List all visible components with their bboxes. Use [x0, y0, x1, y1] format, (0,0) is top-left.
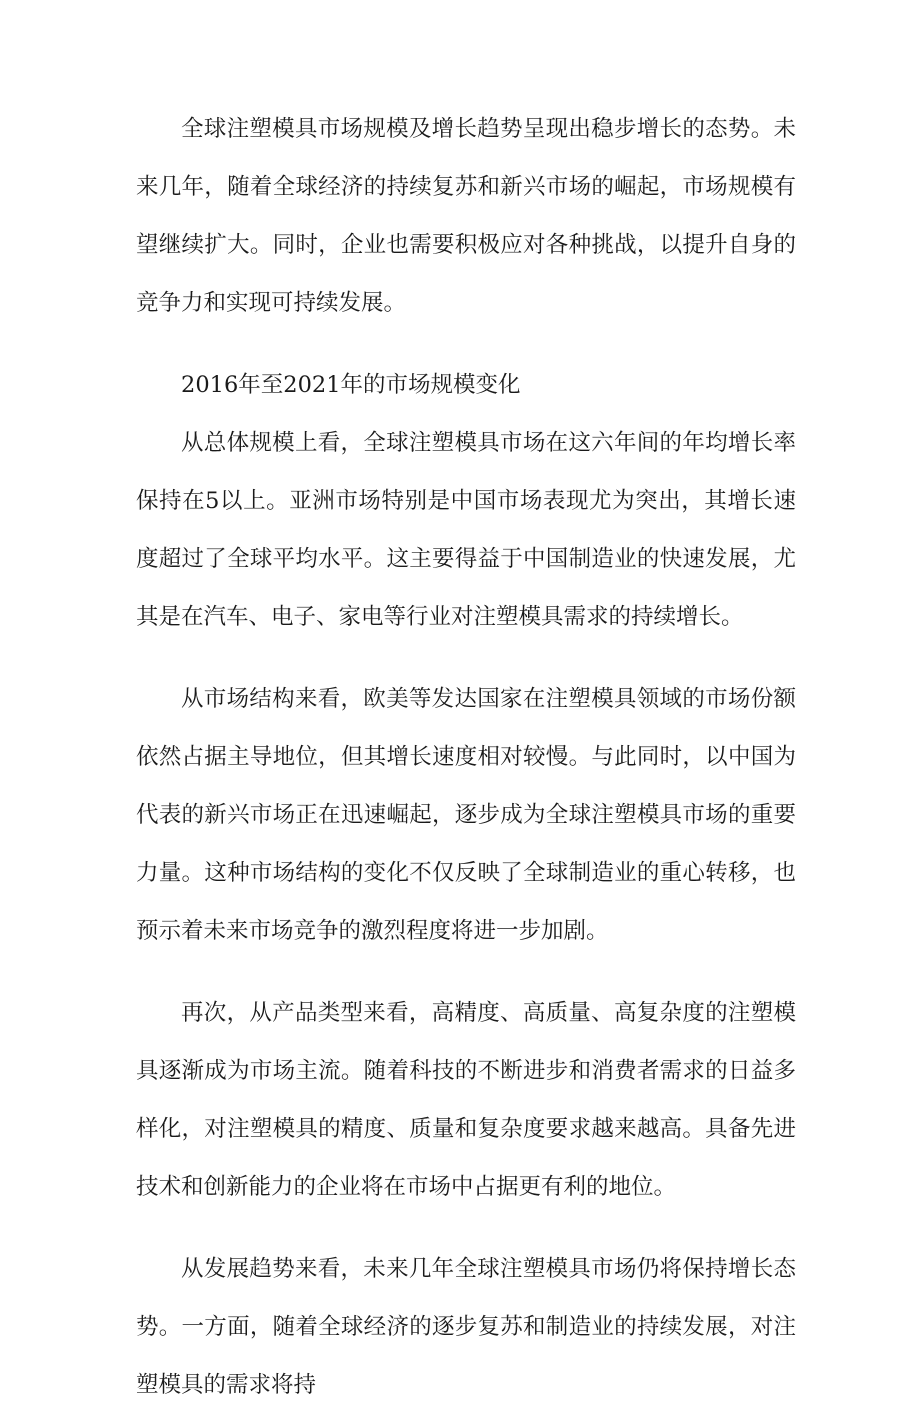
- intro-paragraph: 全球注塑模具市场规模及增长趋势呈现出稳步增长的态势。未来几年，随着全球经济的持续复苏和新兴市场的崛起，市场规模有望继续扩大。同时，企业也需要积极应对各种挑战，以提升自身的竞争力和实现可持续发展。: [136, 116, 796, 316]
- section-heading: 2016年至2021年的市场规模变化: [181, 372, 521, 398]
- body-paragraph-3: 再次，从产品类型来看，高精度、高质量、高复杂度的注塑模具逐渐成为市场主流。随着科技的不断进步和消费者需求的日益多样化，对注塑模具的精度、质量和复杂度要求越来越高。具备先进技术和创新能力的企业将在市场中占据更有利的地位。: [136, 1000, 796, 1200]
- body-paragraph-4: 从发展趋势来看，未来几年全球注塑模具市场仍将保持增长态势。一方面，随着全球经济的逐步复苏和制造业的持续发展，对注塑模具的需求将持: [136, 1256, 796, 1398]
- document-body: [136, 100, 796, 1414]
- body-paragraph-1: 从总体规模上看，全球注塑模具市场在这六年间的年均增长率保持在5以上。亚洲市场特别是中国市场表现尤为突出，其增长速度超过了全球平均水平。这主要得益于中国制造业的快速发展，尤其是在汽车、电子、家电等行业对注塑模具需求的持续增长。: [136, 430, 796, 630]
- body-paragraph-2: 从市场结构来看，欧美等发达国家在注塑模具领域的市场份额依然占据主导地位，但其增长速度相对较慢。与此同时，以中国为代表的新兴市场正在迅速崛起，逐步成为全球注塑模具市场的重要力量。这种市场结构的变化不仅反映了全球制造业的重心转移，也预示着未来市场竞争的激烈程度将进一步加剧。: [136, 686, 796, 944]
